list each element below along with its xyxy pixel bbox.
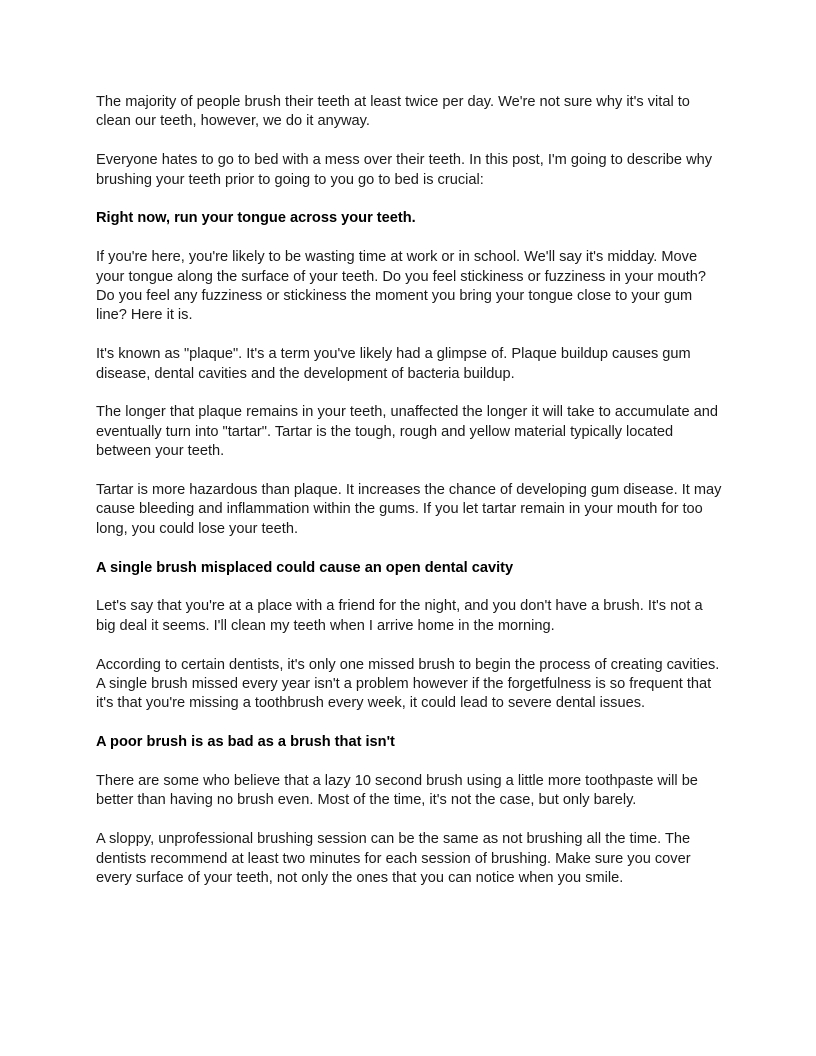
paragraph: According to certain dentists, it's only one missed brush to begin the process of creating cavities. A single brush missed every year isn't a problem however if the forgetfulness is so frequent that it's that you're missing a toothbrush every week, it could lead to severe dental issues.: [96, 656, 720, 712]
paragraph: The longer that plaque remains in your teeth, unaffected the longer it will take to accumulate and eventually turn into "tartar". Tartar is the tough, rough and yellow material typically located between your teeth.: [96, 404, 718, 460]
paragraph: Let's say that you're at a place with a friend for the night, and you don't have a brush. It's not a big deal it seems. I'll clean my teeth when I arrive home in the morning.: [96, 598, 703, 634]
paragraph: There are some who believe that a lazy 10 second brush using a little more toothpaste will be better than having no brush even. Most of the time, it's not the case, but only barely.: [96, 773, 698, 809]
section-heading: A single brush misplaced could cause an open dental cavity: [96, 559, 514, 576]
paragraph: If you're here, you're likely to be wasting time at work or in school. We'll say it's midday. Move your tongue along the surface of your teeth. Do you feel stickiness or fuzziness in your mouth? Do you feel any fuzziness or stickiness the moment you bring your tongue close to your gum line? Here it is.: [96, 249, 707, 324]
paragraph: The majority of people brush their teeth at least twice per day. We're not sure why it's vital to clean our teeth, however, we do it anyway.: [96, 94, 690, 130]
paragraph: A sloppy, unprofessional brushing session can be the same as not brushing all the time. The dentists recommend at least two minutes for each session of brushing. Make sure you cover every surface of your teeth, not only the ones that you can notice when you smile.: [96, 831, 691, 887]
document-body: [96, 93, 722, 908]
section-heading: Right now, run your tongue across your teeth.: [96, 210, 416, 227]
paragraph: It's known as "plaque". It's a term you've likely had a glimpse of. Plaque buildup causes gum disease, dental cavities and the development of bacteria buildup.: [96, 346, 691, 382]
paragraph: Tartar is more hazardous than plaque. It increases the chance of developing gum disease. It may cause bleeding and inflammation within the gums. If you let tartar remain in your mouth for too long, you could lose your teeth.: [96, 482, 722, 537]
paragraph: Everyone hates to go to bed with a mess over their teeth. In this post, I'm going to describe why brushing your teeth prior to going to you go to bed is crucial:: [96, 152, 713, 188]
section-heading: A poor brush is as bad as a brush that isn't: [96, 734, 395, 751]
